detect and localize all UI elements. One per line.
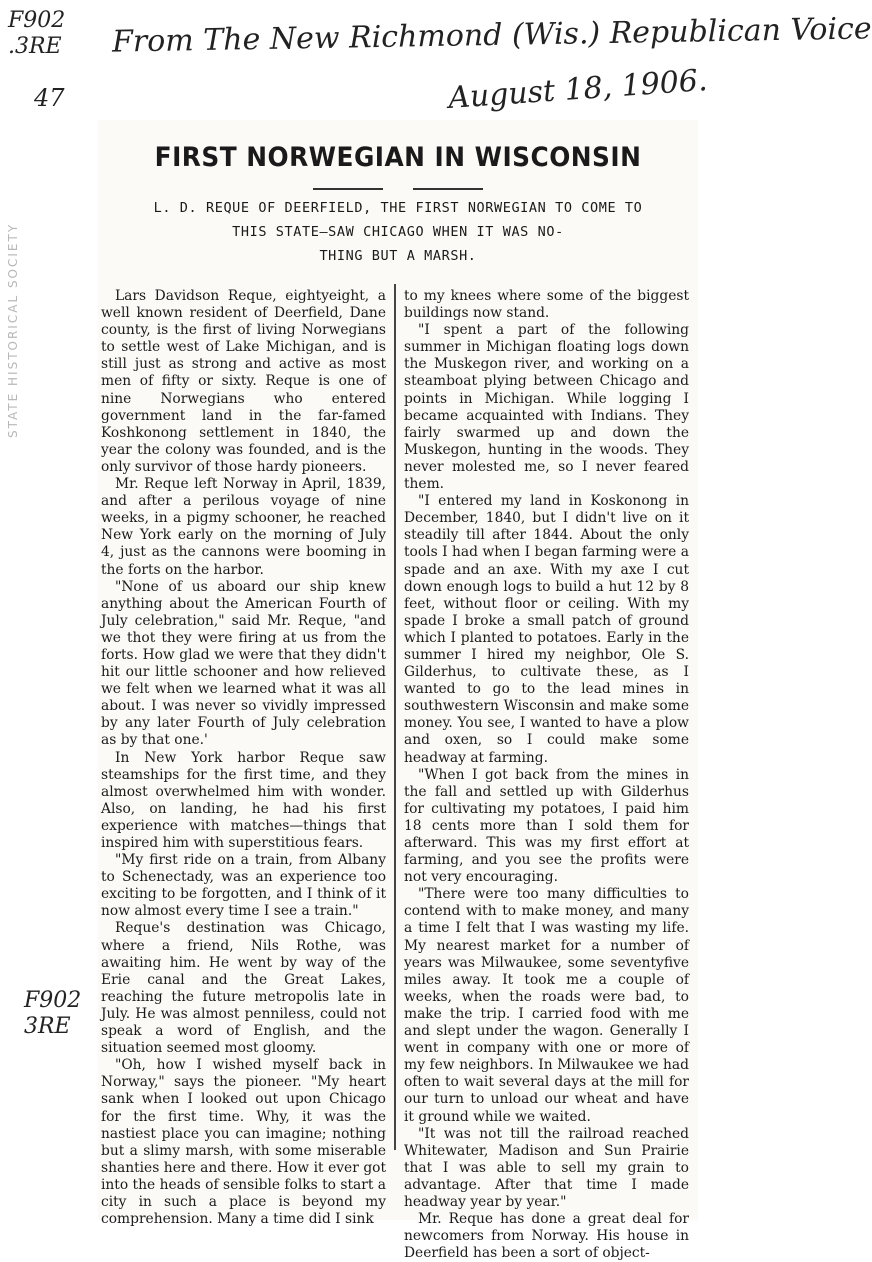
source-note: From The New Richmond (Wis.) Republican Voice bbox=[111, 11, 872, 60]
date-note: August 18, 1906. bbox=[447, 62, 709, 117]
paragraph: Lars Davidson Reque, eightyeight, a well known resident of Deerfield, Dane county, is the first of living Norwegians to settle west of Lake Michigan, and is still just as strong and active as most men of fifty or sixty. Reque is one of nine Norwegians who entered government land in the far-famed Koshkonong settlement in 1840, the year the colony was founded, and is the only survivor of those hardy pioneers. bbox=[101, 288, 386, 475]
subheadline-line: THIS STATE—SAW CHICAGO WHEN IT WAS NO- bbox=[232, 224, 564, 240]
paragraph: "None of us aboard our ship knew anything about the American Fourth of July celebration," said Mr. Reque, "and we thot they were firing at us from the forts. How glad we were that they didn't hit our little schooner and how relieved we felt when we learned what it was all about. I was never so vividly impressed by any later Fourth of July celebration as by that one.' bbox=[101, 578, 386, 749]
call-number-top bbox=[8, 8, 65, 60]
subheadline-line: L. D. REQUE OF DEERFIELD, THE FIRST NORWEGIAN TO COME TO bbox=[153, 200, 643, 216]
page-number: 47 bbox=[34, 84, 65, 112]
call-number-bottom bbox=[24, 988, 81, 1040]
headline-rule-right bbox=[413, 188, 483, 190]
call-number-bottom-line2: 3RE bbox=[24, 1014, 71, 1039]
paragraph: Mr. Reque left Norway in April, 1839, and after a perilous voyage of nine weeks, in a pigmy schooner, he reached New York early on the morning of July 4, just as the cannons were booming in the forts on the harbor. bbox=[101, 476, 386, 578]
paragraph: "My first ride on a train, from Albany to Schenectady, was an experience too exciting to be forgotten, and I think of it now almost every time I see a train." bbox=[101, 852, 386, 920]
paragraph: "There were too many difficulties to contend with to make money, and many a time I felt that I was wasting my life. My nearest market for a number of years was Milwaukee, some seventyfive miles away. It took me a couple of weeks, when the roads were bad, to make the trip. I carried food with me and slept under the wagon. Generally I went in company with one or more of my few neighbors. In Milwaukee we had often to wait several days at the mill for our turn to unload our wheat and have it ground while we waited. bbox=[404, 886, 689, 1125]
headline-rule-left bbox=[313, 188, 383, 190]
paragraph: "Oh, how I wished myself back in Norway," says the pioneer. "My heart sank when I looked out upon Chicago for the first time. Why, it was the nastiest place you can imagine; nothing but a slimy marsh, with some miserable shanties here and there. How it ever got into the heads of sensible folks to start a city in such a place is beyond my comprehension. Many a time did I sink bbox=[101, 1057, 386, 1228]
subheadline bbox=[98, 196, 698, 268]
subheadline-line: THING BUT A MARSH. bbox=[319, 248, 477, 264]
paragraph: In New York harbor Reque saw steamships for the first time, and they almost overwhelmed him with wonder. Also, on landing, he had his first experience with matches—things that inspired him with superstitious fears. bbox=[101, 749, 386, 851]
article-column-right bbox=[404, 288, 689, 1262]
call-number-top-line1: F902 bbox=[8, 8, 66, 33]
paragraph: "I spent a part of the following summer in Michigan floating logs down the Muskegon river, and working on a steamboat plying between Chicago and points in Michigan. While logging I became acquainted with Indians. They fairly swarmed up and down the Muskegon, hunting in the woods. They never molested me, so I never feared them. bbox=[404, 322, 689, 493]
article-column-left bbox=[101, 288, 386, 1228]
headline: FIRST NORWEGIAN IN WISCONSIN bbox=[154, 142, 642, 173]
call-number-bottom-line1: F902 bbox=[24, 988, 82, 1013]
paragraph: "When I got back from the mines in the fall and settled up with Gilderhus for cultivating my potatoes, I paid him 18 cents more than I sold them for afterward. This was my first effort at farming, and you see the profits were not very encouraging. bbox=[404, 766, 689, 886]
paragraph: Reque's destination was Chicago, where a friend, Nils Rothe, was awaiting him. He went by way of the Erie canal and the Great Lakes, reaching the future metropolis late in July. He was almost penniless, could not speak a word of English, and the situation seemed most gloomy. bbox=[101, 920, 386, 1057]
library-stamp: STATE HISTORICAL SOCIETY bbox=[6, 222, 20, 438]
newspaper-clipping bbox=[98, 120, 698, 1262]
column-divider bbox=[394, 284, 396, 1150]
call-number-top-line2: .3RE bbox=[8, 34, 62, 59]
paragraph: Mr. Reque has done a great deal for newcomers from Norway. His house in Deerfield has been a sort of object- bbox=[404, 1211, 689, 1262]
paragraph: "I entered my land in Koskonong in December, 1840, but I didn't live on it steadily till after 1844. About the only tools I had when I began farming were a spade and an axe. With my axe I cut down enough logs to build a hut 12 by 8 feet, without floor or ceiling. With my spade I broke a small patch of ground which I planted to potatoes. Early in the summer I hired my neighbor, Ole S. Gilderhus, to cultivate these, as I wanted to go to the lead mines in southwestern Wisconsin and make some money. You see, I wanted to have a plow and oxen, so I could make some headway at farming. bbox=[404, 493, 689, 766]
paragraph: "It was not till the railroad reached Whitewater, Madison and Sun Prairie that I was able to sell my grain to advantage. After that time I made headway year by year." bbox=[404, 1125, 689, 1210]
paragraph-continued: to my knees where some of the biggest buildings now stand. bbox=[404, 288, 689, 322]
